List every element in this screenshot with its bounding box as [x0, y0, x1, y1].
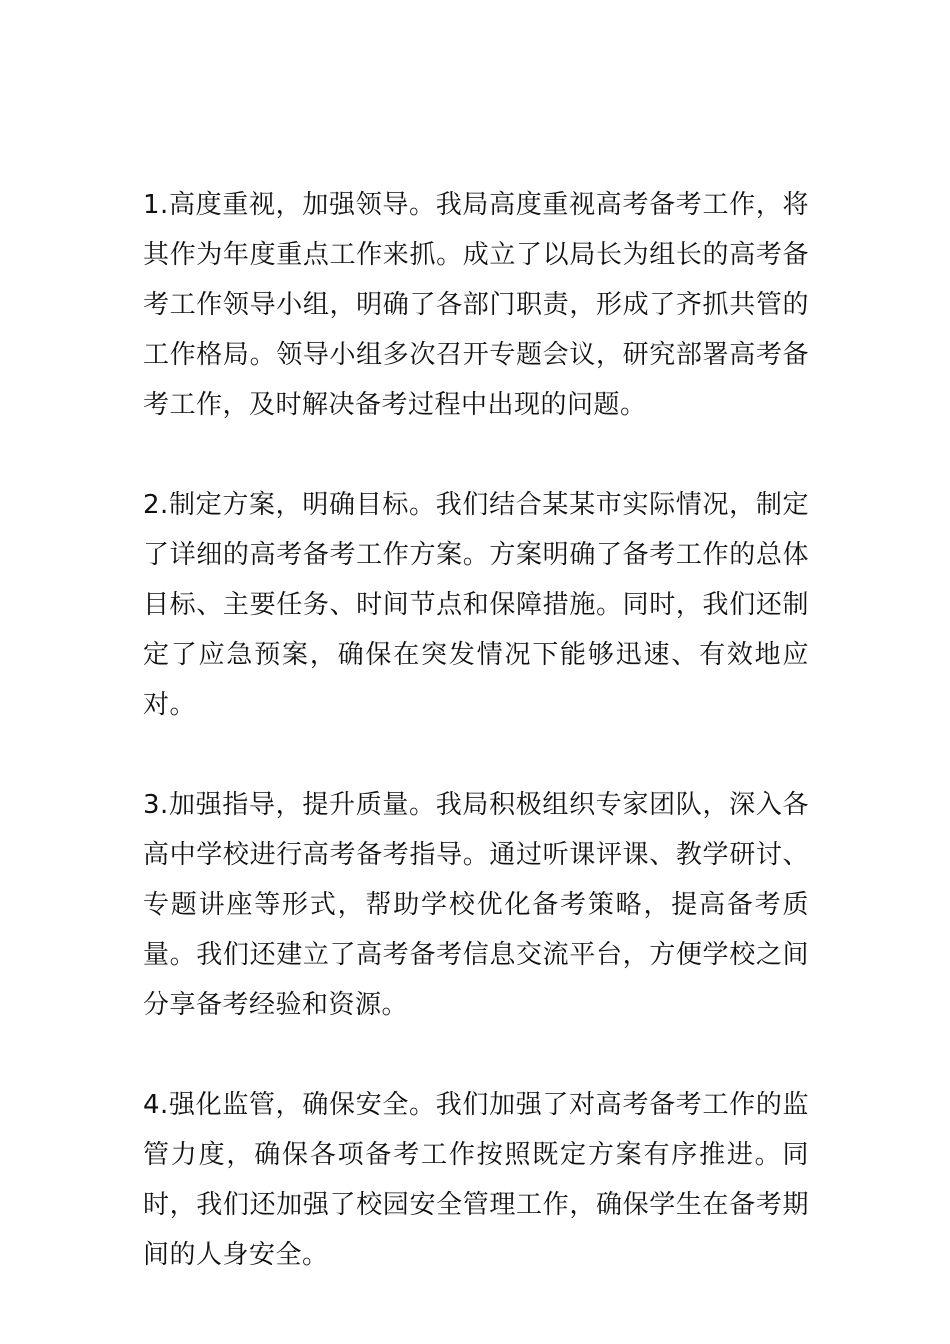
paragraph-1: 1.高度重视，加强领导。我局高度重视高考备考工作，将其作为年度重点工作来抓。成立了以局长为组长的高考备考工作领导小组，明确了各部门职责，形成了齐抓共管的工作格局。领导小组多次召开专题会议，研究部署高考备考工作，及时解决备考过程中出现的问题。: [143, 190, 809, 420]
paragraph-3: 3.加强指导，提升质量。我局积极组织专家团队，深入各高中学校进行高考备考指导。通过听课评课、教学研讨、专题讲座等形式，帮助学校优化备考策略，提高备考质量。我们还建立了高考备考信息交流平台，方便学校之间分享备考经验和资源。: [143, 790, 809, 1020]
paragraph-4: 4.强化监管，确保安全。我们加强了对高考备考工作的监管力度，确保各项备考工作按照既定方案有序推进。同时，我们还加强了校园安全管理工作，确保学生在备考期间的人身安全。: [143, 1090, 809, 1270]
document-body: [143, 180, 809, 1330]
paragraph-2: 2.制定方案，明确目标。我们结合某某市实际情况，制定了详细的高考备考工作方案。方案明确了备考工作的总体目标、主要任务、时间节点和保障措施。同时，我们还制定了应急预案，确保在突发情况下能够迅速、有效地应对。: [143, 490, 809, 720]
